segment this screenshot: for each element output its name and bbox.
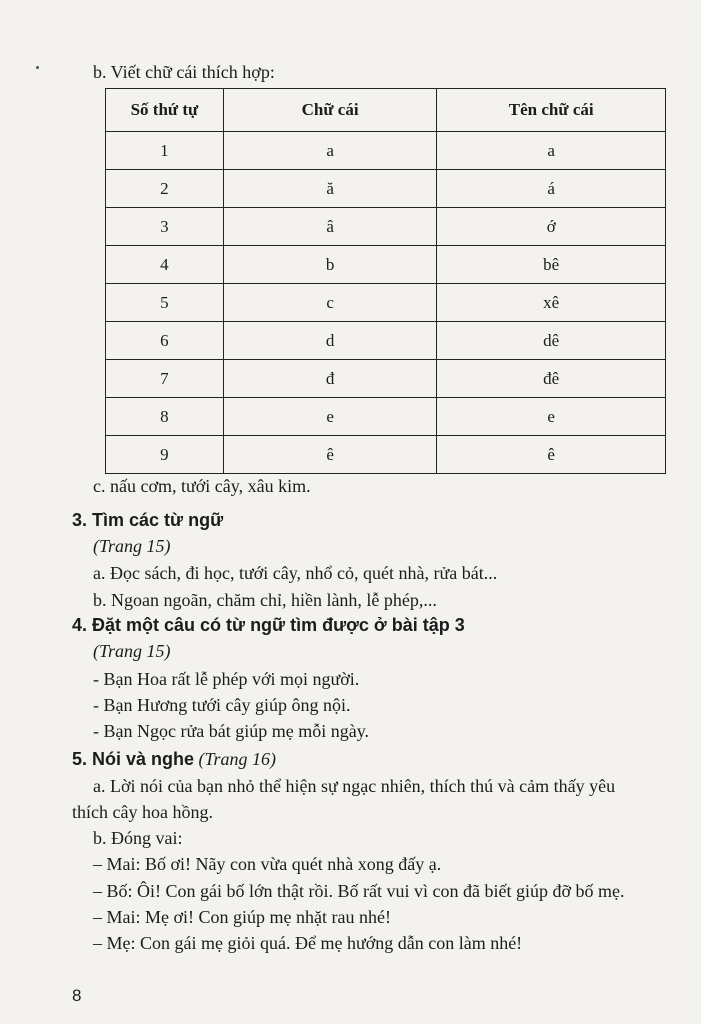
q3-answer-a: a. Đọc sách, đi học, tưới cây, nhổ cỏ, quét nhà, rửa bát...: [93, 563, 498, 583]
cell-letter: c: [223, 284, 437, 322]
q4-item: - Bạn Ngọc rửa bát giúp mẹ mỗi ngày.: [93, 721, 370, 741]
cell-letter: b: [223, 246, 437, 284]
cell-order: 2: [106, 170, 224, 208]
header-letter-name: Tên chữ cái: [437, 89, 666, 132]
q3-title: 3. Tìm các từ ngữ: [72, 510, 224, 530]
cell-order: 1: [106, 132, 224, 170]
table-row: [106, 208, 666, 246]
q5-title: 5. Nói và nghe: [72, 749, 195, 769]
q3-answer-b: b. Ngoan ngoãn, chăm chỉ, hiền lành, lễ phép,...: [93, 590, 437, 610]
letter-table: [105, 88, 666, 474]
table-row: [106, 436, 666, 474]
q3-page-ref: (Trang 15): [93, 536, 171, 556]
cell-letter-name: ê: [437, 436, 666, 474]
cell-letter-name: ớ: [437, 208, 666, 246]
table-row: [106, 170, 666, 208]
cell-letter: ê: [223, 436, 437, 474]
cell-letter-name: đê: [437, 360, 666, 398]
q5-answer-a-line2: thích cây hoa hồng.: [72, 802, 213, 822]
cell-order: 3: [106, 208, 224, 246]
q5-answer-b: b. Đóng vai:: [93, 828, 183, 848]
cell-letter: d: [223, 322, 437, 360]
cell-letter-name: a: [437, 132, 666, 170]
q4-item: - Bạn Hương tưới cây giúp ông nội.: [93, 695, 351, 715]
cell-letter-name: bê: [437, 246, 666, 284]
dialogue-line: – Mai: Bố ơi! Nãy con vừa quét nhà xong đấy ạ.: [93, 854, 442, 874]
table-row: [106, 246, 666, 284]
cell-letter: a: [223, 132, 437, 170]
dialogue-line: – Mai: Mẹ ơi! Con giúp mẹ nhặt rau nhé!: [93, 907, 391, 927]
table-row: [106, 322, 666, 360]
cell-letter-name: xê: [437, 284, 666, 322]
cell-letter-name: á: [437, 170, 666, 208]
page-speck: [36, 66, 39, 69]
dialogue-line: – Mẹ: Con gái mẹ giỏi quá. Để mẹ hướng dẫn con làm nhé!: [93, 933, 523, 953]
cell-letter-name: e: [437, 398, 666, 436]
q5-answer-a-line1: a. Lời nói của bạn nhỏ thể hiện sự ngạc nhiên, thích thú và cảm thấy yêu: [93, 776, 616, 796]
cell-order: 7: [106, 360, 224, 398]
cell-letter: ă: [223, 170, 437, 208]
cell-letter-name: dê: [437, 322, 666, 360]
cell-order: 4: [106, 246, 224, 284]
q4-item: - Bạn Hoa rất lễ phép với mọi người.: [93, 669, 360, 689]
table-header-row: [106, 89, 666, 132]
cell-order: 9: [106, 436, 224, 474]
q5-page-ref: (Trang 16): [198, 749, 277, 769]
q4-title: 4. Đặt một câu có từ ngữ tìm được ở bài tập 3: [72, 615, 465, 635]
cell-order: 5: [106, 284, 224, 322]
section-c-text: c. nấu cơm, tưới cây, xâu kim.: [93, 476, 311, 496]
table-row: [106, 360, 666, 398]
table-row: [106, 398, 666, 436]
cell-letter: đ: [223, 360, 437, 398]
header-letter: Chữ cái: [223, 89, 437, 132]
q4-page-ref: (Trang 15): [93, 641, 171, 661]
q5-heading: [72, 748, 276, 770]
table-row: [106, 284, 666, 322]
cell-letter: â: [223, 208, 437, 246]
table-row: [106, 132, 666, 170]
dialogue-line: – Bố: Ôi! Con gái bố lớn thật rồi. Bố rất vui vì con đã biết giúp đỡ bố mẹ.: [93, 881, 625, 901]
page-number: 8: [72, 986, 82, 1005]
cell-order: 8: [106, 398, 224, 436]
cell-order: 6: [106, 322, 224, 360]
section-b-label: b. Viết chữ cái thích hợp:: [93, 62, 275, 82]
header-order: Số thứ tự: [106, 89, 224, 132]
cell-letter: e: [223, 398, 437, 436]
